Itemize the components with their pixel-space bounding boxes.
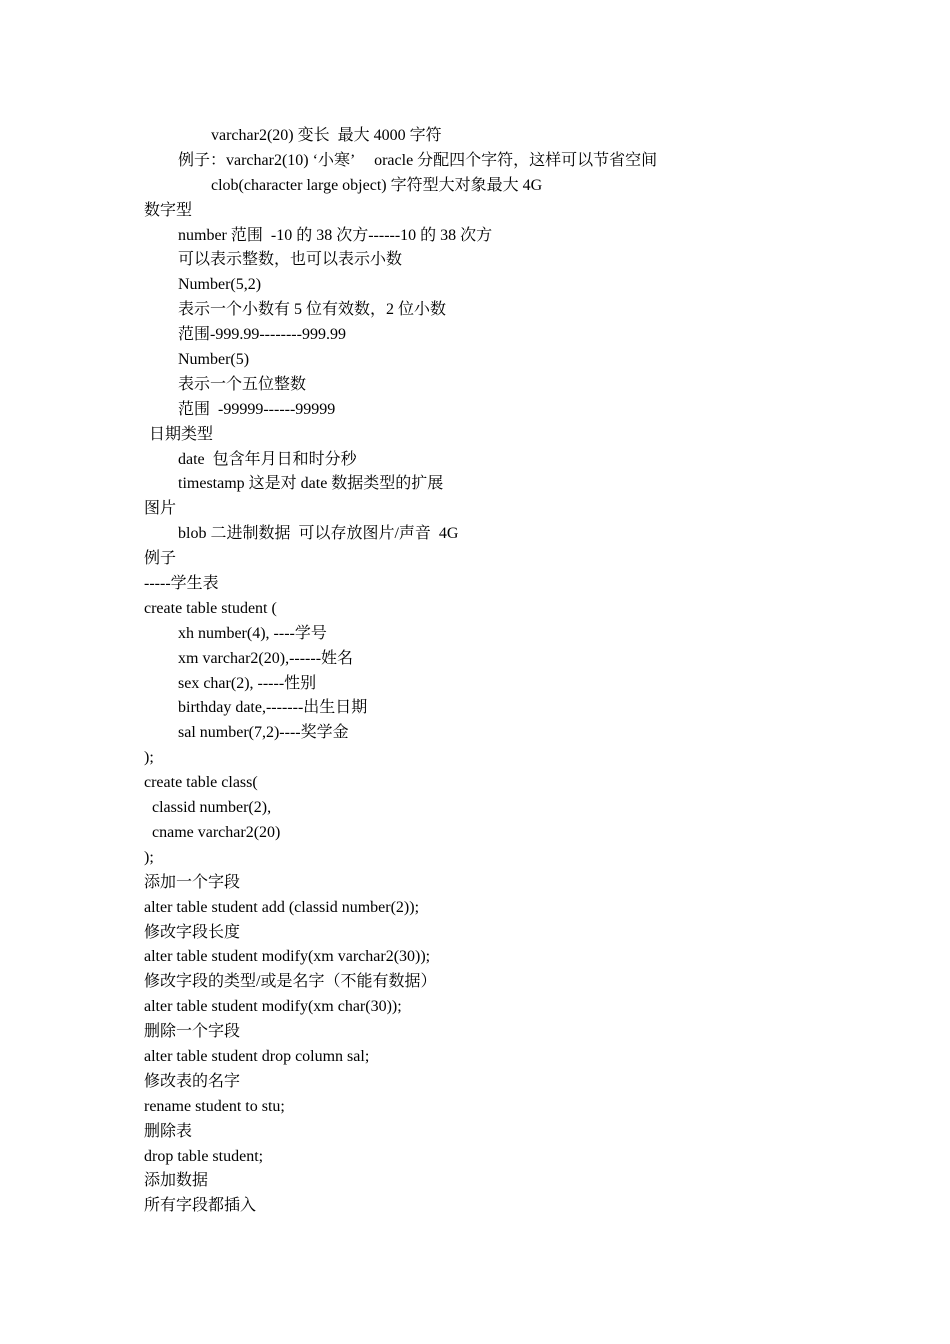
- section-heading: 图片: [144, 500, 177, 518]
- text-line: Number(5,2): [178, 276, 262, 294]
- code-line: classid number(2),: [152, 799, 272, 817]
- text-line: Number(5): [178, 351, 250, 369]
- section-heading: 例子: [144, 550, 177, 568]
- code-line: sal number(7,2)----奖学金: [178, 724, 349, 742]
- code-comment: -----学生表: [144, 575, 219, 593]
- section-heading: 添加数据: [144, 1172, 209, 1190]
- code-line: drop table student;: [144, 1147, 264, 1165]
- text-line: timestamp 这是对 date 数据类型的扩展: [178, 475, 444, 493]
- text-line: 范围 -99999------99999: [178, 400, 336, 418]
- text-line: varchar2(20) 变长 最大 4000 字符: [211, 127, 442, 144]
- text-line: 可以表示整数，也可以表示小数: [178, 251, 403, 269]
- section-heading: 修改字段长度: [144, 923, 241, 941]
- code-line: rename student to stu;: [144, 1097, 285, 1115]
- code-line: );: [144, 749, 154, 767]
- text-line: number 范围 -10 的 38 次方------10 的 38 次方: [178, 226, 493, 244]
- code-line: create table student (: [144, 599, 277, 617]
- text-line: 例子：varchar2(10) ‘小寒’ oracle 分配四个字符，这样可以节省空间: [178, 151, 658, 169]
- code-line: );: [144, 848, 154, 866]
- section-heading: 数字型: [144, 201, 193, 219]
- text-line: blob 二进制数据 可以存放图片/声音 4G: [178, 525, 459, 543]
- code-line: create table class(: [144, 774, 258, 792]
- section-heading: 修改表的名字: [144, 1072, 241, 1090]
- document-body: [144, 124, 904, 1219]
- code-line: xh number(4), ----学号: [178, 624, 327, 642]
- text-line: date 包含年月日和时分秒: [178, 450, 357, 468]
- text-line: 范围-999.99--------999.99: [178, 326, 346, 344]
- code-line: alter table student modify(xm varchar2(30));: [144, 948, 431, 966]
- section-heading: 日期类型: [149, 425, 214, 443]
- code-line: alter table student drop column sal;: [144, 1047, 370, 1065]
- code-line: cname varchar2(20): [152, 823, 281, 841]
- code-line: sex char(2), -----性别: [178, 674, 317, 692]
- code-line: alter table student modify(xm char(30));: [144, 998, 402, 1016]
- text-line: 表示一个五位整数: [178, 375, 307, 393]
- text-line: 所有字段都插入: [144, 1197, 257, 1215]
- text-line: clob(character large object) 字符型大对象最大 4G: [211, 176, 543, 194]
- code-line: birthday date,-------出生日期: [178, 699, 368, 717]
- section-heading: 修改字段的类型/或是名字（不能有数据）: [144, 973, 437, 991]
- section-heading: 删除一个字段: [144, 1023, 241, 1041]
- section-heading: 添加一个字段: [144, 873, 241, 891]
- code-line: alter table student add (classid number(2));: [144, 898, 420, 916]
- text-line: 表示一个小数有 5 位有效数，2 位小数: [178, 301, 447, 319]
- section-heading: 删除表: [144, 1122, 193, 1140]
- code-line: xm varchar2(20),------姓名: [178, 649, 354, 667]
